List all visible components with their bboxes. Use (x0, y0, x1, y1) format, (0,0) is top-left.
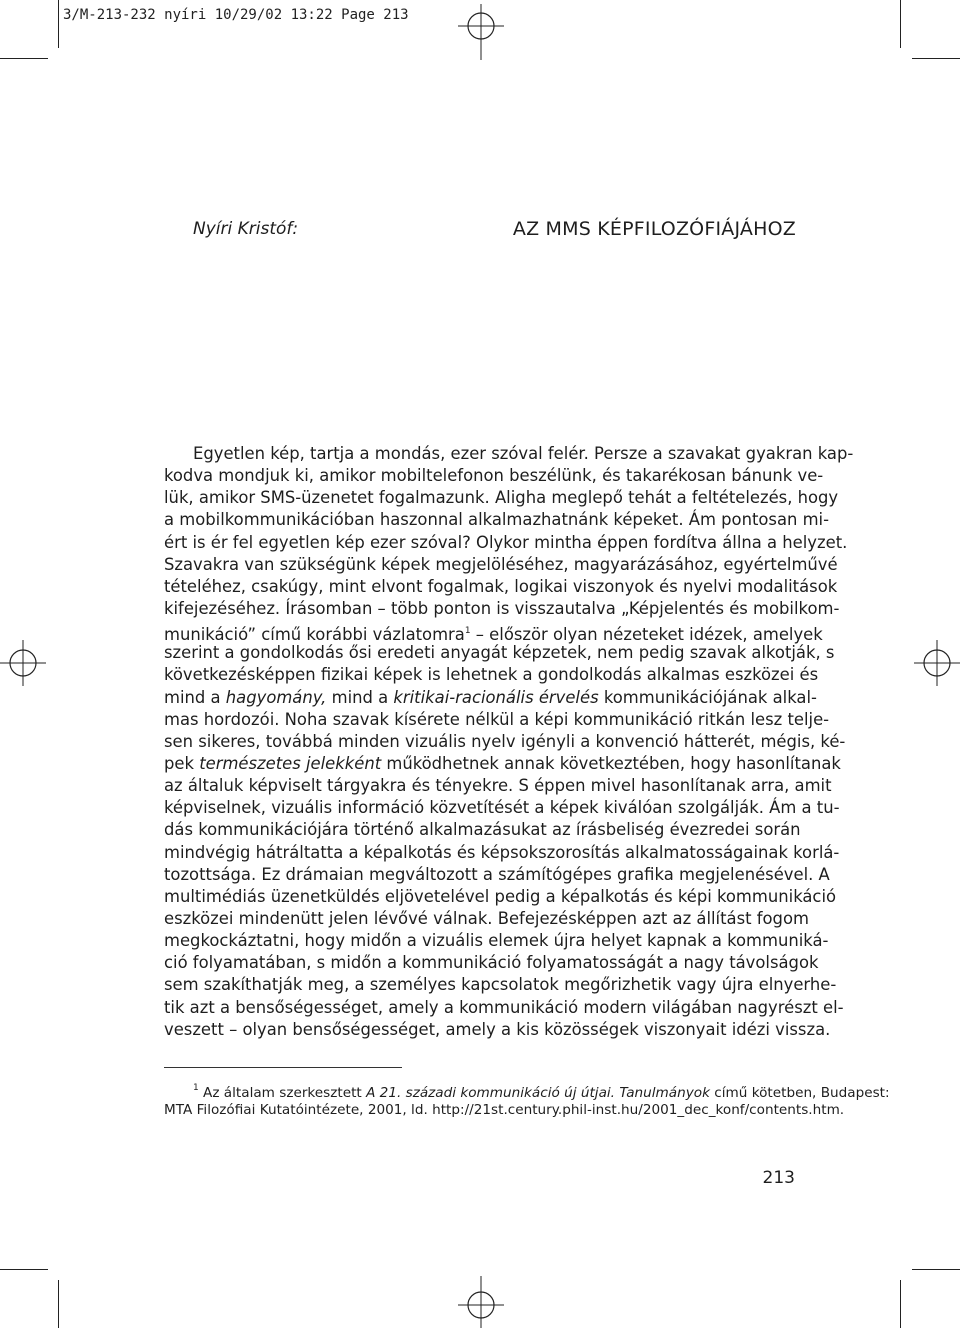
text-segment: mind a (164, 687, 226, 707)
text-segment: munikáció” című korábbi vázlatomra (164, 625, 465, 645)
text-segment: szerint a gondolkodás ősi eredeti anyagát képzetek, nem pedig szavak alkotják, s (164, 643, 835, 663)
text-line (164, 753, 841, 775)
text-line (164, 952, 819, 974)
text-segment: a mobilkommunikációban haszonnal alkalmazhatnánk képeket. Ám pontosan mi- (164, 510, 830, 530)
text-line (164, 598, 840, 620)
text-segment: veszett – olyan bensőségességet, amely a kis közösségek viszonyait idézi vissza. (164, 1019, 831, 1039)
text-segment: mas hordozói. Noha szavak kísérete nélkül a képi kommunikáció ritkán lesz telje- (164, 709, 830, 729)
text-segment: című kötetben, Budapest: (709, 1085, 890, 1101)
text-segment: multimédiás üzenetküldés eljövetelével pedig a képalkotás és képi kommunikáció (164, 886, 837, 906)
text-line (164, 930, 829, 952)
text-line (164, 642, 835, 664)
text-segment: mind a (326, 687, 394, 707)
text-line (164, 687, 817, 709)
text-segment: ért is ér fel egyetlen kép ezer szóval? Olykor mintha éppen fordítva állna a helyzet. (164, 532, 848, 552)
registration-mark-right (914, 640, 960, 686)
text-line (164, 842, 840, 864)
text-line (164, 576, 838, 598)
page-number: 213 (762, 1168, 795, 1188)
article-body (164, 443, 854, 1041)
text-segment: következésképpen fizikai képek is lehetnek a gondolkodás alkalmas eszközei és (164, 665, 819, 685)
footnote-marker: 1 (464, 626, 471, 637)
text-line (164, 908, 809, 930)
text-line (164, 886, 837, 908)
text-line (164, 664, 819, 686)
registration-mark-bottom (458, 1276, 504, 1328)
registration-mark-top (458, 4, 504, 60)
text-segment: kodva mondjuk ki, amikor mobiltelefonon beszélünk, és takarékosan bánunk ve- (164, 466, 824, 486)
text-line (164, 465, 824, 487)
italic-text: A 21. századi kommunikáció új útjai. (366, 1085, 615, 1101)
text-line (164, 709, 830, 731)
article-author: Nyíri Kristóf: (193, 219, 299, 239)
text-segment: Szavakra van szükségünk képek megjelöléséhez, magyarázásához, egyértelművé (164, 554, 838, 574)
italic-text: hagyomány, (225, 687, 327, 707)
text-line (164, 532, 848, 554)
text-segment: Az általam szerkesztett (198, 1085, 367, 1101)
text-segment: dás kommunikációjára történő alkalmazásukat az írásbeliség évezredei során (164, 820, 801, 840)
text-segment: sem szakíthatják meg, a személyes kapcsolatok megőrizhetik vagy újra elnyerhe- (164, 975, 837, 995)
crop-mark (0, 1269, 48, 1270)
text-segment: pek (164, 753, 200, 773)
text-segment: – először olyan nézeteket idézek, amelyek (470, 625, 823, 645)
printer-slug: 3/M-213-232 nyíri 10/29/02 13:22 Page 213 (63, 7, 409, 23)
registration-mark-left (0, 640, 46, 686)
text-segment: tik azt a bensőségességet, amely a kommunikáció modern világában nagyrészt el- (164, 997, 844, 1017)
footnote-rule (164, 1067, 402, 1068)
text-line (164, 819, 801, 841)
italic-text: Tanulmányok (619, 1085, 710, 1101)
text-segment: kifejezéséhez. Írásomban – több ponton is visszautalva „Képjelentés és mobilkom- (164, 598, 840, 618)
crop-mark (58, 1280, 59, 1328)
italic-text: kritikai-racionális érvelés (393, 687, 599, 707)
text-line (164, 1099, 845, 1121)
footnote (164, 1077, 890, 1121)
text-segment: kommunikációjának alkal- (598, 687, 817, 707)
text-line (164, 554, 838, 576)
crop-mark (912, 1269, 960, 1270)
text-line (164, 1019, 831, 1041)
text-segment: tozottsága. Ez drámaian megváltozott a számítógépes grafika megjelenésével. A (164, 864, 830, 884)
text-segment: tételéhez, csakúgy, mint elvont fogalmak, logikai viszonyok és nyelvi modalitások (164, 576, 838, 596)
text-line (164, 974, 837, 996)
text-line (164, 775, 832, 797)
text-line (164, 797, 840, 819)
text-line (164, 997, 844, 1019)
crop-mark (0, 58, 48, 59)
text-line (164, 509, 830, 531)
text-segment: működhetnek annak következtében, hogy hasonlítanak (381, 753, 841, 773)
text-segment: MTA Filozófiai Kutatóintézete, 2001, ld. http://21st.century.phil-inst.hu/2001_dec_konf/contents.htm. (164, 1102, 845, 1118)
text-segment: Egyetlen kép, tartja a mondás, ezer szóval felér. Persze a szavakat gyakran kap- (193, 444, 854, 463)
italic-text: természetes jelekként (199, 753, 382, 773)
text-segment: az általuk képviselt tárgyakra és tényekre. S éppen mivel hasonlítanak arra, amit (164, 776, 832, 796)
text-segment: ció folyamatában, s midőn a kommunikáció folyamatosságát a nagy távolságok (164, 953, 819, 973)
text-line (164, 487, 839, 509)
text-segment: lük, amikor SMS-üzenetet fogalmazunk. Aligha meglepő tehát a feltételezés, hogy (164, 488, 839, 508)
text-line (164, 443, 854, 465)
footnote-marker: 1 (193, 1083, 199, 1093)
text-segment: mindvégig hátráltatta a képalkotás és képsokszorosítás alkalmatosságainak korlá- (164, 842, 840, 862)
text-segment: képviselnek, vizuális információ közvetítését a képek kiválóan szolgálják. Ám a tu- (164, 798, 840, 818)
text-segment: sen sikeres, továbbá minden vizuális nyelv igényli a konvenció hátterét, mégis, ké- (164, 731, 846, 751)
text-segment: eszközei mindenütt jelen lévővé válnak. Befejezésképpen azt az állítást fogom (164, 908, 809, 928)
crop-mark (58, 0, 59, 48)
crop-mark (912, 58, 960, 59)
crop-mark (900, 1280, 901, 1328)
text-segment: megkockáztatni, hogy midőn a vizuális elemek újra helyet kapnak a kommuniká- (164, 931, 829, 951)
text-line (164, 731, 846, 753)
text-line (164, 864, 830, 886)
article-title: AZ MMS KÉPFILOZÓFIÁJÁHOZ (512, 218, 796, 240)
crop-mark (900, 0, 901, 48)
text-line (164, 1077, 890, 1101)
text-line (164, 620, 823, 645)
